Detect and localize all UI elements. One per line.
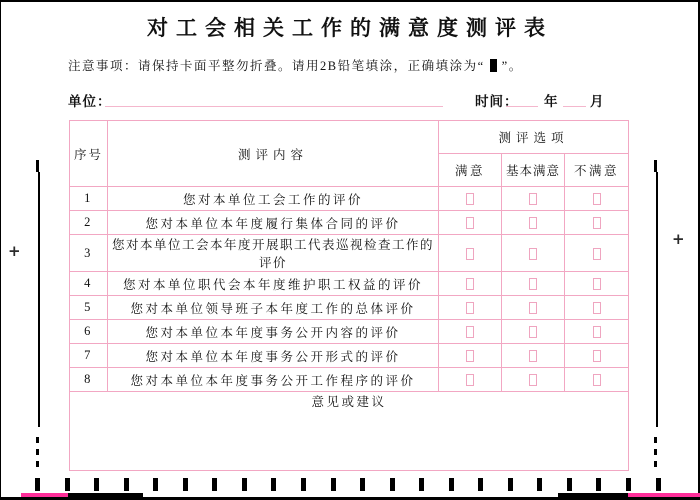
bottom-edge-black-left bbox=[68, 493, 143, 497]
bottom-edge-magenta-right bbox=[628, 493, 700, 497]
column-header-basically-satisfied: 基本满意 bbox=[502, 154, 565, 187]
timing-mark bbox=[212, 478, 217, 491]
column-header-unsatisfied: 不满意 bbox=[565, 154, 629, 187]
year-label: 年 bbox=[544, 94, 559, 109]
note-label: 注意事项： bbox=[68, 59, 139, 73]
timing-mark bbox=[301, 478, 306, 491]
mark-bubble-basically-satisfied[interactable] bbox=[529, 350, 537, 362]
timing-mark bbox=[271, 478, 276, 491]
mark-bubble-basically-satisfied[interactable] bbox=[529, 217, 537, 229]
timing-mark bbox=[478, 478, 483, 491]
unit-label: 单位： bbox=[68, 94, 112, 109]
row-content: 您对本单位工会本年度开展职工代表巡视检查工作的评价 bbox=[108, 235, 439, 272]
mark-bubble-unsatisfied[interactable] bbox=[593, 248, 601, 260]
timing-mark bbox=[35, 478, 40, 491]
row-number: 1 bbox=[70, 187, 108, 211]
column-header-options-group: 测评选项 bbox=[439, 121, 629, 154]
comments-row bbox=[70, 392, 629, 471]
timing-mark bbox=[94, 478, 99, 491]
table-row bbox=[70, 344, 629, 368]
table-row bbox=[70, 187, 629, 211]
table-row bbox=[70, 296, 629, 320]
instructions-note bbox=[68, 56, 523, 74]
mark-bubble-basically-satisfied[interactable] bbox=[529, 248, 537, 260]
timing-mark bbox=[331, 478, 336, 491]
registration-plus-left: + bbox=[8, 242, 21, 260]
note-quote-open: “ bbox=[477, 59, 485, 73]
mark-bubble-satisfied[interactable] bbox=[466, 217, 474, 229]
mark-bubble-unsatisfied[interactable] bbox=[593, 302, 601, 314]
timing-mark bbox=[153, 478, 158, 491]
mark-bubble-basically-satisfied[interactable] bbox=[529, 374, 537, 386]
card-edge-left bbox=[0, 0, 1, 500]
row-content: 您对本单位工会工作的评价 bbox=[108, 187, 439, 211]
timing-mark bbox=[626, 478, 631, 491]
sync-line-right bbox=[656, 172, 658, 427]
sync-tick-right bbox=[654, 160, 657, 172]
mark-bubble-basically-satisfied[interactable] bbox=[529, 193, 537, 205]
mark-bubble-unsatisfied[interactable] bbox=[593, 217, 601, 229]
row-number: 3 bbox=[70, 235, 108, 272]
row-content: 您对本单位本年度事务公开内容的评价 bbox=[108, 320, 439, 344]
timing-mark bbox=[124, 478, 129, 491]
timing-mark bbox=[537, 478, 542, 491]
row-content: 您对本单位职代会本年度维护职工权益的评价 bbox=[108, 272, 439, 296]
mark-bubble-unsatisfied[interactable] bbox=[593, 278, 601, 290]
mark-bubble-satisfied[interactable] bbox=[466, 326, 474, 338]
row-number: 2 bbox=[70, 211, 108, 235]
note-quote-close: ”。 bbox=[501, 59, 523, 73]
bottom-edge-magenta-left bbox=[21, 493, 68, 497]
comments-area[interactable]: 意见或建议 bbox=[70, 392, 629, 471]
timing-mark bbox=[65, 478, 70, 491]
mark-bubble-unsatisfied[interactable] bbox=[593, 326, 601, 338]
month-label: 月 bbox=[590, 94, 605, 109]
mark-bubble-unsatisfied[interactable] bbox=[593, 350, 601, 362]
row-number: 5 bbox=[70, 296, 108, 320]
time-label: 时间： bbox=[475, 94, 519, 109]
row-content: 您对本单位本年度事务公开形式的评价 bbox=[108, 344, 439, 368]
year-input-line[interactable] bbox=[506, 92, 538, 107]
unit-input-line[interactable] bbox=[105, 92, 443, 107]
row-number: 8 bbox=[70, 368, 108, 392]
timing-mark bbox=[419, 478, 424, 491]
timing-mark bbox=[449, 478, 454, 491]
mark-bubble-basically-satisfied[interactable] bbox=[529, 302, 537, 314]
mark-bubble-satisfied[interactable] bbox=[466, 350, 474, 362]
row-number: 6 bbox=[70, 320, 108, 344]
column-header-no: 序号 bbox=[70, 121, 108, 187]
row-content: 您对本单位领导班子本年度工作的总体评价 bbox=[108, 296, 439, 320]
row-content: 您对本单位本年度事务公开工作程序的评价 bbox=[108, 368, 439, 392]
filled-mark-sample-icon bbox=[490, 59, 497, 72]
sync-dashes-right bbox=[654, 437, 657, 473]
table-row bbox=[70, 368, 629, 392]
timing-mark bbox=[567, 478, 572, 491]
mark-bubble-basically-satisfied[interactable] bbox=[529, 326, 537, 338]
timing-mark bbox=[242, 478, 247, 491]
timing-mark bbox=[390, 478, 395, 491]
column-header-satisfied: 满意 bbox=[439, 154, 502, 187]
table-row bbox=[70, 272, 629, 296]
table-row bbox=[70, 235, 629, 272]
timing-mark bbox=[508, 478, 513, 491]
sync-line-left bbox=[38, 172, 40, 427]
page-title: 对工会相关工作的满意度测评表 bbox=[147, 16, 553, 40]
survey-table bbox=[69, 120, 629, 471]
bottom-edge-black-right bbox=[558, 493, 628, 497]
sync-tick-left bbox=[36, 160, 39, 172]
mark-bubble-unsatisfied[interactable] bbox=[593, 374, 601, 386]
row-content: 您对本单位本年度履行集体合同的评价 bbox=[108, 211, 439, 235]
row-number: 7 bbox=[70, 344, 108, 368]
mark-bubble-unsatisfied[interactable] bbox=[593, 193, 601, 205]
timing-marks-row bbox=[0, 478, 700, 491]
row-number: 4 bbox=[70, 272, 108, 296]
timing-mark bbox=[183, 478, 188, 491]
registration-plus-right: + bbox=[672, 230, 685, 248]
mark-bubble-satisfied[interactable] bbox=[466, 374, 474, 386]
card-edge-top bbox=[0, 0, 700, 2]
mark-bubble-satisfied[interactable] bbox=[466, 278, 474, 290]
mark-bubble-basically-satisfied[interactable] bbox=[529, 278, 537, 290]
mark-bubble-satisfied[interactable] bbox=[466, 193, 474, 205]
timing-mark bbox=[656, 478, 661, 491]
timing-mark bbox=[360, 478, 365, 491]
month-input-line[interactable] bbox=[563, 92, 586, 107]
table-row bbox=[70, 211, 629, 235]
sync-dashes-left bbox=[36, 437, 39, 473]
timing-mark bbox=[596, 478, 601, 491]
table-row bbox=[70, 320, 629, 344]
table-header-row-1 bbox=[70, 121, 629, 154]
column-header-content: 测评内容 bbox=[108, 121, 439, 187]
mark-bubble-satisfied[interactable] bbox=[466, 302, 474, 314]
note-text: 请保持卡面平整勿折叠。请用2B铅笔填涂，正确填涂为 bbox=[138, 59, 478, 73]
mark-bubble-satisfied[interactable] bbox=[466, 248, 474, 260]
